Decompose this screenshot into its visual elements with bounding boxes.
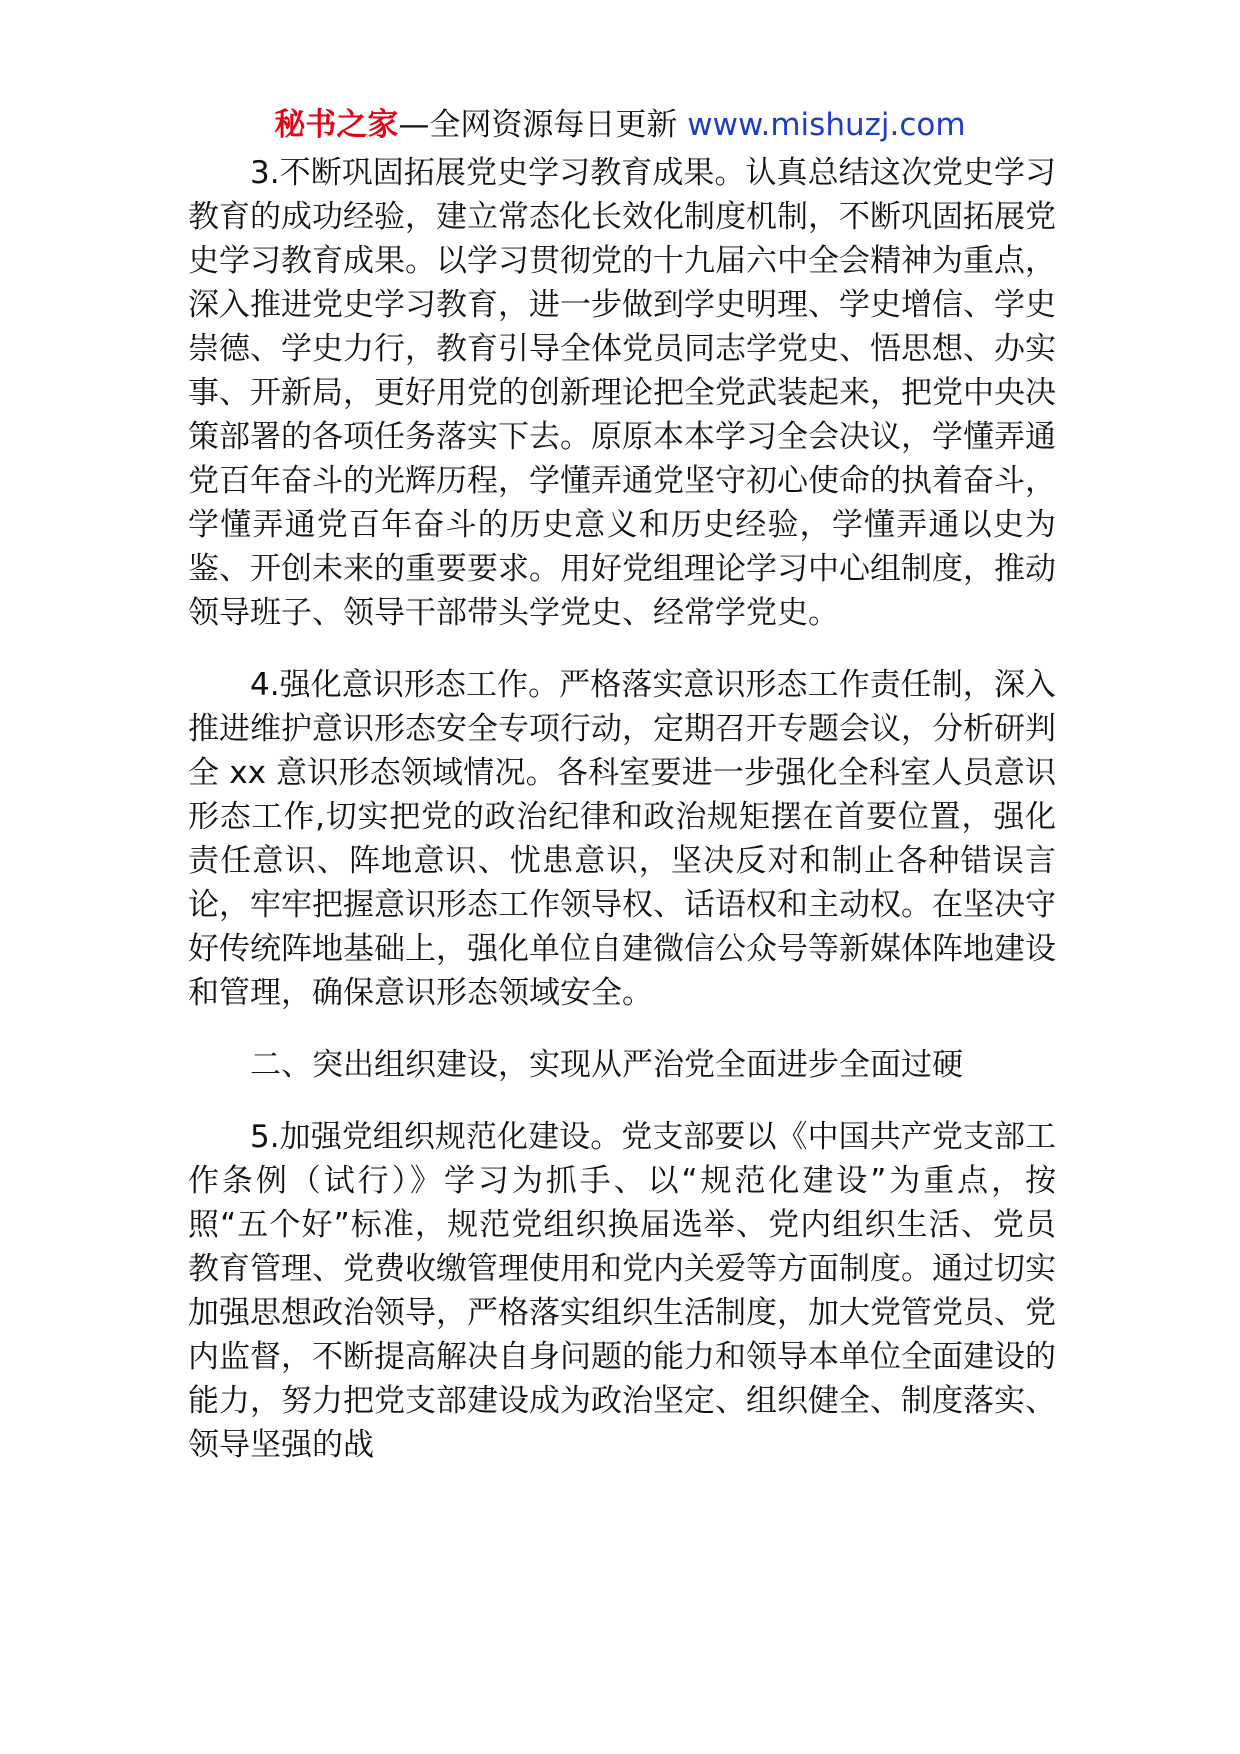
- section-heading-2: 二、突出组织建设，实现从严治党全面进步全面过硬: [250, 1047, 963, 1083]
- paragraph-item-3: 3.不断巩固拓展党史学习教育成果。认真总结这次党史学习教育的成功经验，建立常态化长效化制度机制，不断巩固拓展党史学习教育成果。以学习贯彻党的十九届六中全会精神为重点，深入推进党史学习教育，进一步做到学史明理、学史增信、学史崇德、学史力行，教育引导全体党员同志学党史、悟思想、办实事、开新局，更好用党的创新理论把全党武装起来，把党中央决策部署的各项任务落实下去。原原本本学习全会决议，学懂弄通党百年奋斗的光辉历程，学懂弄通党坚守初心使命的执着奋斗，学懂弄通党百年奋斗的历史意义和历史经验，学懂弄通以史为鉴、开创未来的重要要求。用好党组理论学习中心组制度，推动领导班子、领导干部带头学党史、经常学党史。: [188, 155, 1056, 631]
- paragraph-item-4: 4.强化意识形态工作。严格落实意识形态工作责任制，深入推进维护意识形态安全专项行动，定期召开专题会议，分析研判全 xx 意识形态领域情况。各科室要进一步强化全科室人员意识形态工作,切实把党的政治纪律和政治规矩摆在首要位置，强化责任意识、阵地意识、忧患意识，坚决反对和制止各种错误言论，牢牢把握意识形态工作领导权、话语权和主动权。在坚决守好传统阵地基础上，强化单位自建微信公众号等新媒体阵地建设和管理，确保意识形态领域安全。: [188, 667, 1056, 1011]
- document-body: [188, 151, 1056, 1467]
- site-watermark-header: [0, 103, 1240, 147]
- paragraph-item-5: 5.加强党组织规范化建设。党支部要以《中国共产党支部工作条例（试行）》学习为抓手、以“规范化建设”为重点，按照“五个好”标准，规范党组织换届选举、党内组织生活、党员教育管理、党费收缴管理使用和党内关爱等方面制度。通过切实加强思想政治领导，严格落实组织生活制度，加大党管党员、党内监督，不断提高解决自身问题的能力和领导本单位全面建设的能力，努力把党支部建设成为政治坚定、组织健全、制度落实、领导坚强的战: [188, 1119, 1056, 1463]
- site-url: www.mishuzj.com: [687, 107, 966, 143]
- site-brand-name: 秘书之家: [274, 107, 399, 143]
- site-tagline: —全网资源每日更新: [398, 107, 678, 143]
